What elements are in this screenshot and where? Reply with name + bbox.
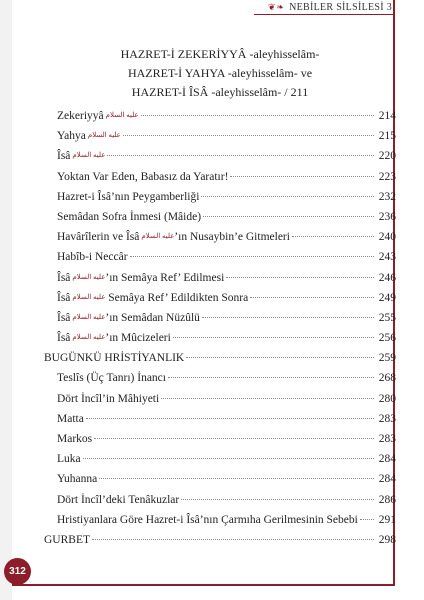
toc-entry-text: Semâdan Sofra İnmesi (Mâide) bbox=[57, 210, 202, 223]
toc-entry-text: Havârîlerin ve Îsâ bbox=[57, 231, 140, 244]
toc-entry bbox=[44, 211, 396, 231]
toc-entry-title bbox=[57, 372, 166, 384]
toc-entry-text: Hristiyanlara Göre Hazret-i Îsâ’nın Çarmıha Gerilmesinin Sebebi bbox=[57, 513, 358, 526]
toc-entry-title bbox=[57, 473, 97, 485]
toc-entry-title bbox=[57, 191, 199, 203]
toc-page-number: 215 bbox=[378, 130, 396, 143]
toc-page-number: 283 bbox=[378, 433, 396, 445]
toc-page-number: 284 bbox=[378, 473, 396, 486]
dot-leader bbox=[226, 277, 374, 278]
toc-entry bbox=[44, 110, 396, 130]
toc-entry bbox=[44, 231, 396, 251]
toc-entry-text: Îsâ bbox=[57, 291, 71, 304]
toc-entry-text: Hazret-i Îsâ’nın Peygamberliği bbox=[57, 190, 200, 203]
toc-entry-title bbox=[57, 110, 139, 122]
toc-entry bbox=[44, 453, 396, 473]
page-number-badge: 312 bbox=[4, 558, 31, 585]
toc-entry-text: Yuhanna bbox=[57, 473, 98, 486]
dot-leader bbox=[186, 357, 374, 358]
toc-entry-text: Habîb-i Neccâr bbox=[57, 251, 128, 264]
dot-leader bbox=[130, 256, 374, 257]
honorific-mark: عليه السلام bbox=[72, 333, 106, 342]
toc-entry-title bbox=[57, 211, 201, 223]
toc-entry-title bbox=[44, 352, 184, 364]
toc-entry-text: GURBET bbox=[44, 533, 90, 546]
toc-entry bbox=[44, 171, 396, 191]
toc-page-number: 236 bbox=[378, 210, 396, 223]
toc-entry bbox=[44, 130, 396, 150]
dot-leader bbox=[168, 377, 374, 378]
heading-line: HAZRET-İ ÎSÂ -aleyhisselâm- / 211 bbox=[131, 85, 309, 99]
header-rule bbox=[254, 14, 394, 15]
toc-entry-text: Îsâ bbox=[57, 311, 71, 324]
dot-leader bbox=[202, 317, 374, 318]
toc-entry bbox=[44, 393, 396, 413]
toc-entry-text: Îsâ bbox=[57, 332, 71, 345]
heading-line: HAZRET-İ YAHYA -aleyhisselâm- ve bbox=[127, 66, 313, 80]
toc-page-number: 291 bbox=[378, 513, 396, 526]
toc-entry-title bbox=[57, 171, 228, 183]
honorific-mark: عليه السلام bbox=[72, 312, 106, 321]
dot-leader bbox=[250, 297, 374, 298]
toc-page-number: 240 bbox=[378, 231, 396, 244]
toc-page-number: 214 bbox=[378, 110, 396, 122]
toc-entry bbox=[44, 473, 396, 493]
dot-leader bbox=[92, 539, 374, 540]
honorific-mark: عليه السلام bbox=[105, 111, 139, 119]
toc-page-number: 256 bbox=[378, 332, 396, 345]
dot-leader bbox=[201, 196, 374, 197]
left-margin-band bbox=[0, 0, 12, 600]
dot-leader bbox=[161, 398, 374, 399]
toc-entry-title bbox=[57, 272, 224, 284]
toc-entry bbox=[44, 292, 396, 312]
toc-entry-title bbox=[57, 150, 105, 162]
dot-leader bbox=[203, 216, 374, 217]
toc-entry-text: Yahya bbox=[57, 130, 86, 143]
ornament-icon: ❦❧ bbox=[267, 2, 286, 12]
dot-leader bbox=[360, 519, 374, 520]
toc-page-number: 220 bbox=[378, 150, 396, 163]
toc-page-number: 255 bbox=[378, 311, 396, 324]
honorific-mark: عليه السلام bbox=[72, 292, 106, 301]
toc-entry-title bbox=[57, 251, 128, 263]
toc-entry bbox=[44, 372, 396, 392]
toc-entry-text: Dört İncîl’in Mâhiyeti bbox=[57, 392, 160, 405]
toc-entry bbox=[44, 150, 396, 170]
dot-leader bbox=[86, 418, 374, 419]
toc-entry-title bbox=[57, 312, 200, 324]
toc-entry-text-suffix: ’ın Semâya Ref’ Edilmesi bbox=[105, 271, 225, 284]
toc-page-number: 298 bbox=[378, 533, 396, 546]
header-title: NEBİLER SİLSİLESİ 3 bbox=[289, 2, 392, 13]
toc-entry bbox=[44, 272, 396, 292]
toc-page-number: 283 bbox=[378, 412, 396, 425]
toc-page-number: 286 bbox=[378, 493, 396, 506]
toc-entry-title bbox=[57, 433, 92, 445]
dot-leader bbox=[123, 135, 374, 136]
dot-leader bbox=[94, 438, 374, 439]
section-heading bbox=[60, 45, 380, 102]
dot-leader bbox=[83, 458, 374, 459]
toc-page-number: 268 bbox=[378, 372, 396, 385]
dot-leader bbox=[230, 176, 374, 177]
toc-entry bbox=[44, 433, 396, 453]
table-of-contents bbox=[44, 110, 396, 554]
toc-entry-text: Yoktan Var Eden, Babasız da Yaratır! bbox=[57, 170, 229, 183]
toc-entry-text-suffix: ’ın Nusaybin’e Gitmeleri bbox=[174, 231, 290, 244]
toc-entry bbox=[44, 413, 396, 433]
toc-entry-title bbox=[57, 393, 159, 405]
toc-entry bbox=[44, 514, 396, 534]
toc-entry bbox=[44, 494, 396, 514]
toc-entry-text: BUGÜNKÜ HRİSTİYANLIK bbox=[44, 352, 185, 365]
toc-page-number: 246 bbox=[378, 271, 396, 284]
toc-page-number: 223 bbox=[378, 170, 396, 183]
toc-entry-text-suffix: ’ın Mûcizeleri bbox=[105, 332, 171, 345]
toc-entry-title bbox=[44, 534, 90, 546]
toc-entry-title bbox=[57, 130, 121, 142]
toc-entry-text: Zekeriyyâ bbox=[57, 110, 104, 122]
honorific-mark: عليه السلام bbox=[141, 232, 175, 241]
toc-entry-text-suffix: Semâya Ref’ Edildikten Sonra bbox=[105, 291, 249, 304]
dot-leader bbox=[99, 478, 374, 479]
toc-page-number: 284 bbox=[378, 453, 396, 466]
toc-entry-text-suffix: ’ın Semâdan Nüzûlü bbox=[105, 311, 200, 324]
toc-entry-title bbox=[57, 413, 84, 425]
toc-entry bbox=[44, 312, 396, 332]
toc-entry bbox=[44, 191, 396, 211]
toc-entry bbox=[44, 534, 396, 554]
running-header bbox=[268, 2, 392, 13]
toc-entry-title bbox=[57, 332, 171, 344]
toc-entry-text: Teslîs (Üç Tanrı) İnancı bbox=[57, 372, 166, 385]
toc-entry bbox=[44, 251, 396, 271]
toc-entry-text: Îsâ bbox=[57, 150, 71, 163]
toc-page-number: 259 bbox=[378, 352, 396, 365]
dot-leader bbox=[141, 115, 374, 116]
toc-entry-text: Dört İncîl’deki Tenâkuzlar bbox=[57, 493, 180, 506]
toc-page-number: 280 bbox=[378, 392, 396, 405]
toc-entry-title bbox=[57, 231, 290, 243]
dot-leader bbox=[173, 337, 374, 338]
toc-page-number: 243 bbox=[378, 251, 396, 264]
honorific-mark: عليه السلام bbox=[72, 151, 106, 160]
dot-leader bbox=[107, 155, 374, 156]
toc-entry-text: Luka bbox=[57, 453, 81, 466]
toc-entry-text: Matta bbox=[57, 412, 84, 425]
honorific-mark: عليه السلام bbox=[87, 131, 121, 140]
toc-entry-title bbox=[57, 514, 358, 526]
toc-entry bbox=[44, 352, 396, 372]
toc-entry-text: Îsâ bbox=[57, 271, 71, 284]
heading-line: HAZRET-İ ZEKERİYYÂ -aleyhisselâm- bbox=[120, 47, 320, 61]
dot-leader bbox=[292, 236, 374, 237]
toc-entry bbox=[44, 332, 396, 352]
toc-entry-title bbox=[57, 453, 81, 465]
honorific-mark: عليه السلام bbox=[72, 272, 106, 281]
toc-page-number: 232 bbox=[378, 190, 396, 203]
toc-entry-title bbox=[57, 292, 248, 304]
toc-page-number: 249 bbox=[378, 291, 396, 304]
toc-entry-text: Markos bbox=[57, 433, 93, 445]
toc-entry-title bbox=[57, 494, 179, 506]
dot-leader bbox=[181, 499, 374, 500]
